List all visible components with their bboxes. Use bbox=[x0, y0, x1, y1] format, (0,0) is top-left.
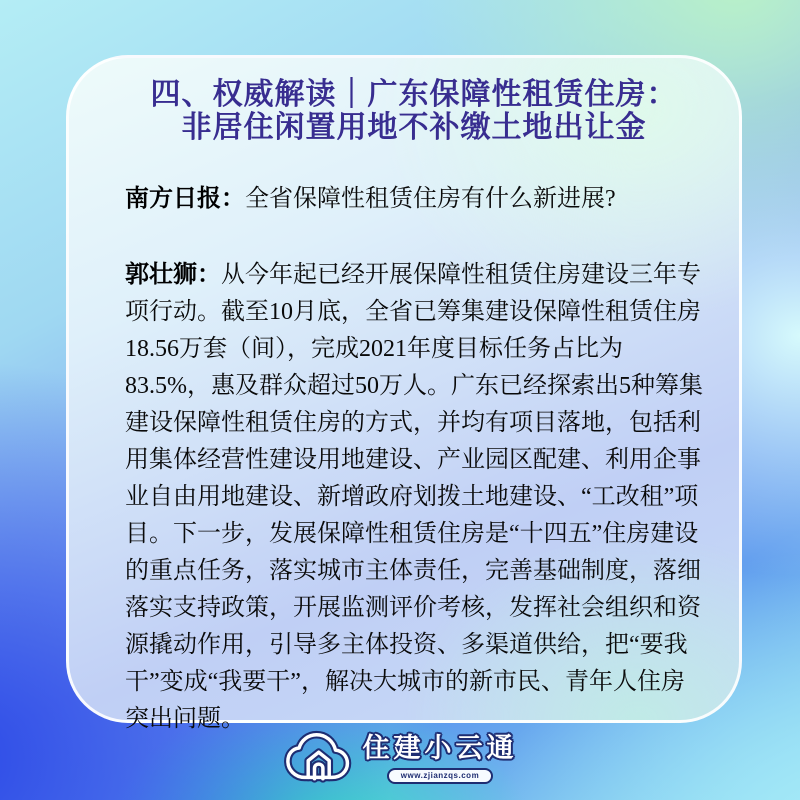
brand-footer bbox=[0, 724, 800, 786]
content-card bbox=[66, 55, 742, 732]
brand-text-group bbox=[363, 726, 518, 784]
brand-url-badge: www.zjianzqs.com bbox=[387, 768, 493, 784]
answer-text: 从今年起已经开展保障性租赁住房建设三年专项行动。截至10月底，全省已筹集建设保障性租赁住房18.56万套（间），完成2021年度目标任务占比为83.5%，惠及群众超过50万人。广东已经探索出5种筹集建设保障性租赁住房的方式，并均有项目落地，包括利用集体经营性建设用地建设、产业园区配建、利用企事业自由用地建设、新增政府划拨土地建设、“工改租”项目。下一步，发展保障性租赁住房是“十四五”住房建设的重点任务，落实城市主体责任，完善基础制度，落细落实支持政策，开展监测评价考核，发挥社会组织和资源撬动作用，引导多主体投资、多渠道供给，把“要我干”变成“我要干”，解决大城市的新市民、青年人住房突出问题。 bbox=[125, 262, 703, 732]
question-text: 全省保障性租赁住房有什么新进展? bbox=[245, 186, 616, 212]
page-title-line1: 四、权威解读｜广东保障性租赁住房： bbox=[150, 78, 678, 111]
page-title bbox=[125, 78, 703, 144]
cloud-house-icon bbox=[283, 724, 353, 786]
question-paragraph bbox=[125, 180, 703, 218]
answer-label: 郭壮狮： bbox=[125, 261, 221, 288]
answer-paragraph bbox=[125, 256, 703, 738]
page-title-line2: 非居住闲置用地不补缴土地出让金 bbox=[181, 111, 647, 144]
question-label: 南方日报： bbox=[125, 185, 245, 212]
brand-name: 住建小云通 bbox=[362, 733, 518, 763]
